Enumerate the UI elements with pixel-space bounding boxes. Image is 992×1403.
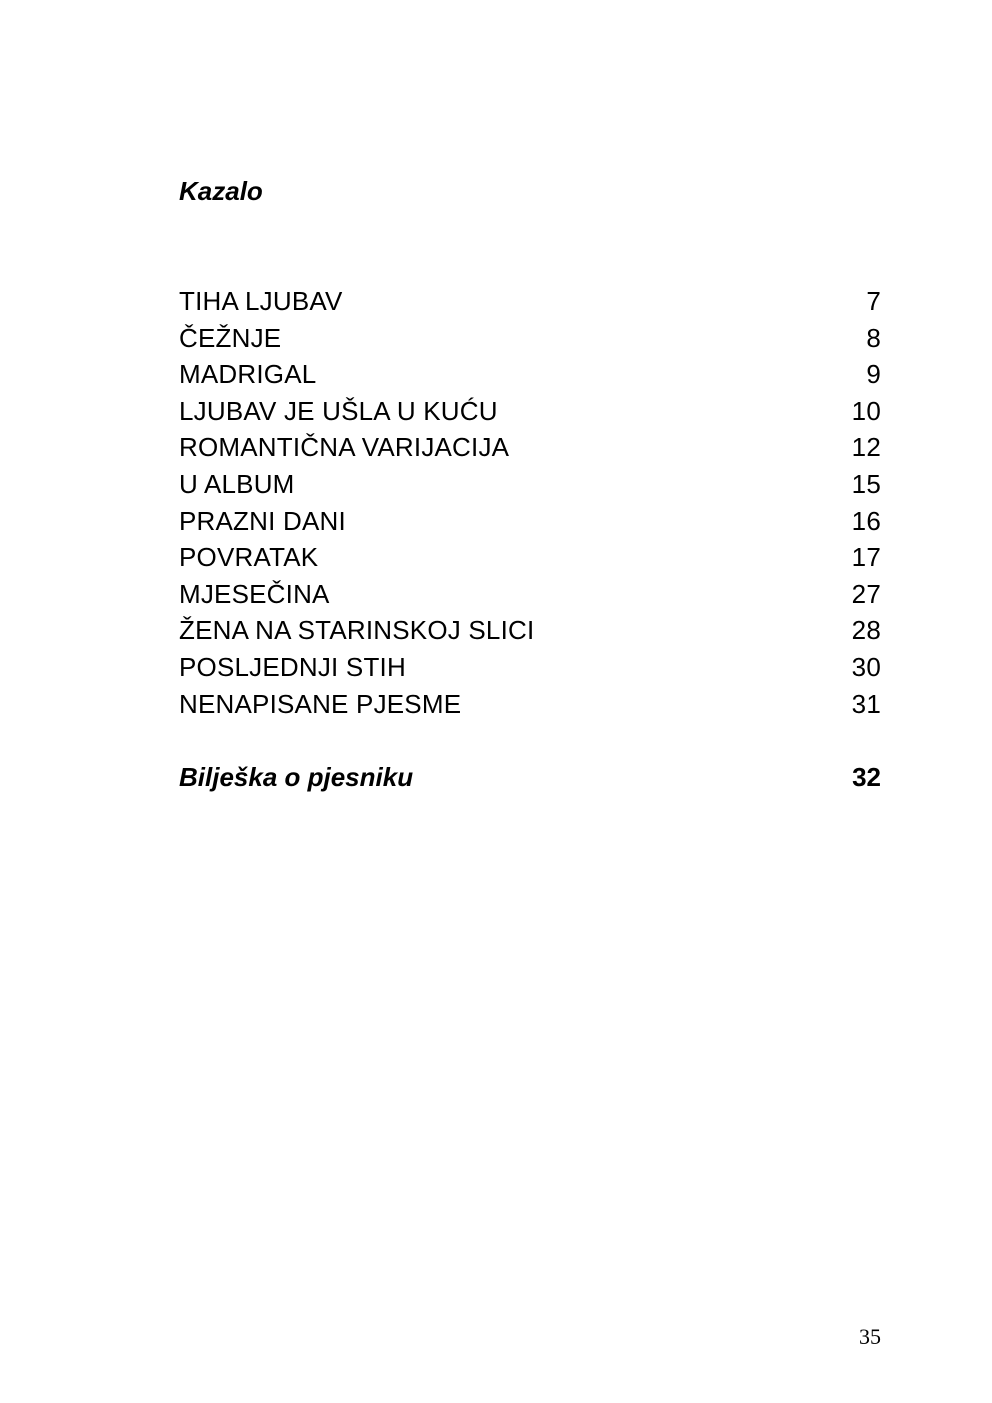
toc-entry-page: 10 <box>851 395 881 426</box>
toc-entry-title: MADRIGAL <box>179 359 317 390</box>
toc-entry[interactable] <box>179 576 881 613</box>
toc-entry-page: 17 <box>851 542 881 573</box>
page-number: 35 <box>859 1324 881 1349</box>
toc-entry[interactable] <box>179 503 881 540</box>
toc-entry[interactable] <box>179 393 881 430</box>
toc-entry-title: U ALBUM <box>179 468 295 499</box>
toc-entry-title: LJUBAV JE UŠLA U KUĆU <box>179 395 498 426</box>
toc-entry-page: 8 <box>866 322 881 353</box>
toc-entry-title: POVRATAK <box>179 542 319 573</box>
toc-entry[interactable] <box>179 283 881 320</box>
toc-entry-page: 27 <box>851 578 881 609</box>
toc-entry-page: 7 <box>866 286 881 316</box>
toc-entry-page: 28 <box>851 615 881 646</box>
toc-entry[interactable] <box>179 320 881 357</box>
toc-entry-page: 30 <box>851 651 881 682</box>
toc-entry-title: ROMANTIČNA VARIJACIJA <box>179 432 510 463</box>
toc-entry-title: ČEŽNJE <box>179 322 282 353</box>
toc-entry-title: ŽENA NA STARINSKOJ SLICI <box>179 615 535 646</box>
toc-entry-page: 31 <box>851 688 881 719</box>
toc-entry[interactable] <box>179 539 881 576</box>
notes-entry-title: Bilješka o pjesniku <box>179 762 414 792</box>
toc-entry[interactable] <box>179 612 881 649</box>
toc-entry-title: PRAZNI DANI <box>179 505 346 536</box>
page-title: Kazalo <box>179 176 263 206</box>
toc-entry-page: 15 <box>851 468 881 499</box>
toc-entry-page: 9 <box>866 359 881 390</box>
notes-entry-page: 32 <box>852 762 881 792</box>
toc-entry[interactable] <box>179 466 881 503</box>
toc-entry[interactable] <box>179 356 881 393</box>
notes-entry[interactable] <box>179 759 881 795</box>
table-of-contents <box>179 283 881 722</box>
toc-entry[interactable] <box>179 686 881 723</box>
toc-entry-title: MJESEČINA <box>179 578 330 609</box>
toc-entry-page: 16 <box>851 505 881 536</box>
toc-entry[interactable] <box>179 429 881 466</box>
toc-entry-title: NENAPISANE PJESME <box>179 688 462 719</box>
toc-entry-title: POSLJEDNJI STIH <box>179 651 406 682</box>
toc-entry-page: 12 <box>851 432 881 463</box>
toc-entry-title: TIHA LJUBAV <box>179 286 343 316</box>
toc-entry[interactable] <box>179 649 881 686</box>
